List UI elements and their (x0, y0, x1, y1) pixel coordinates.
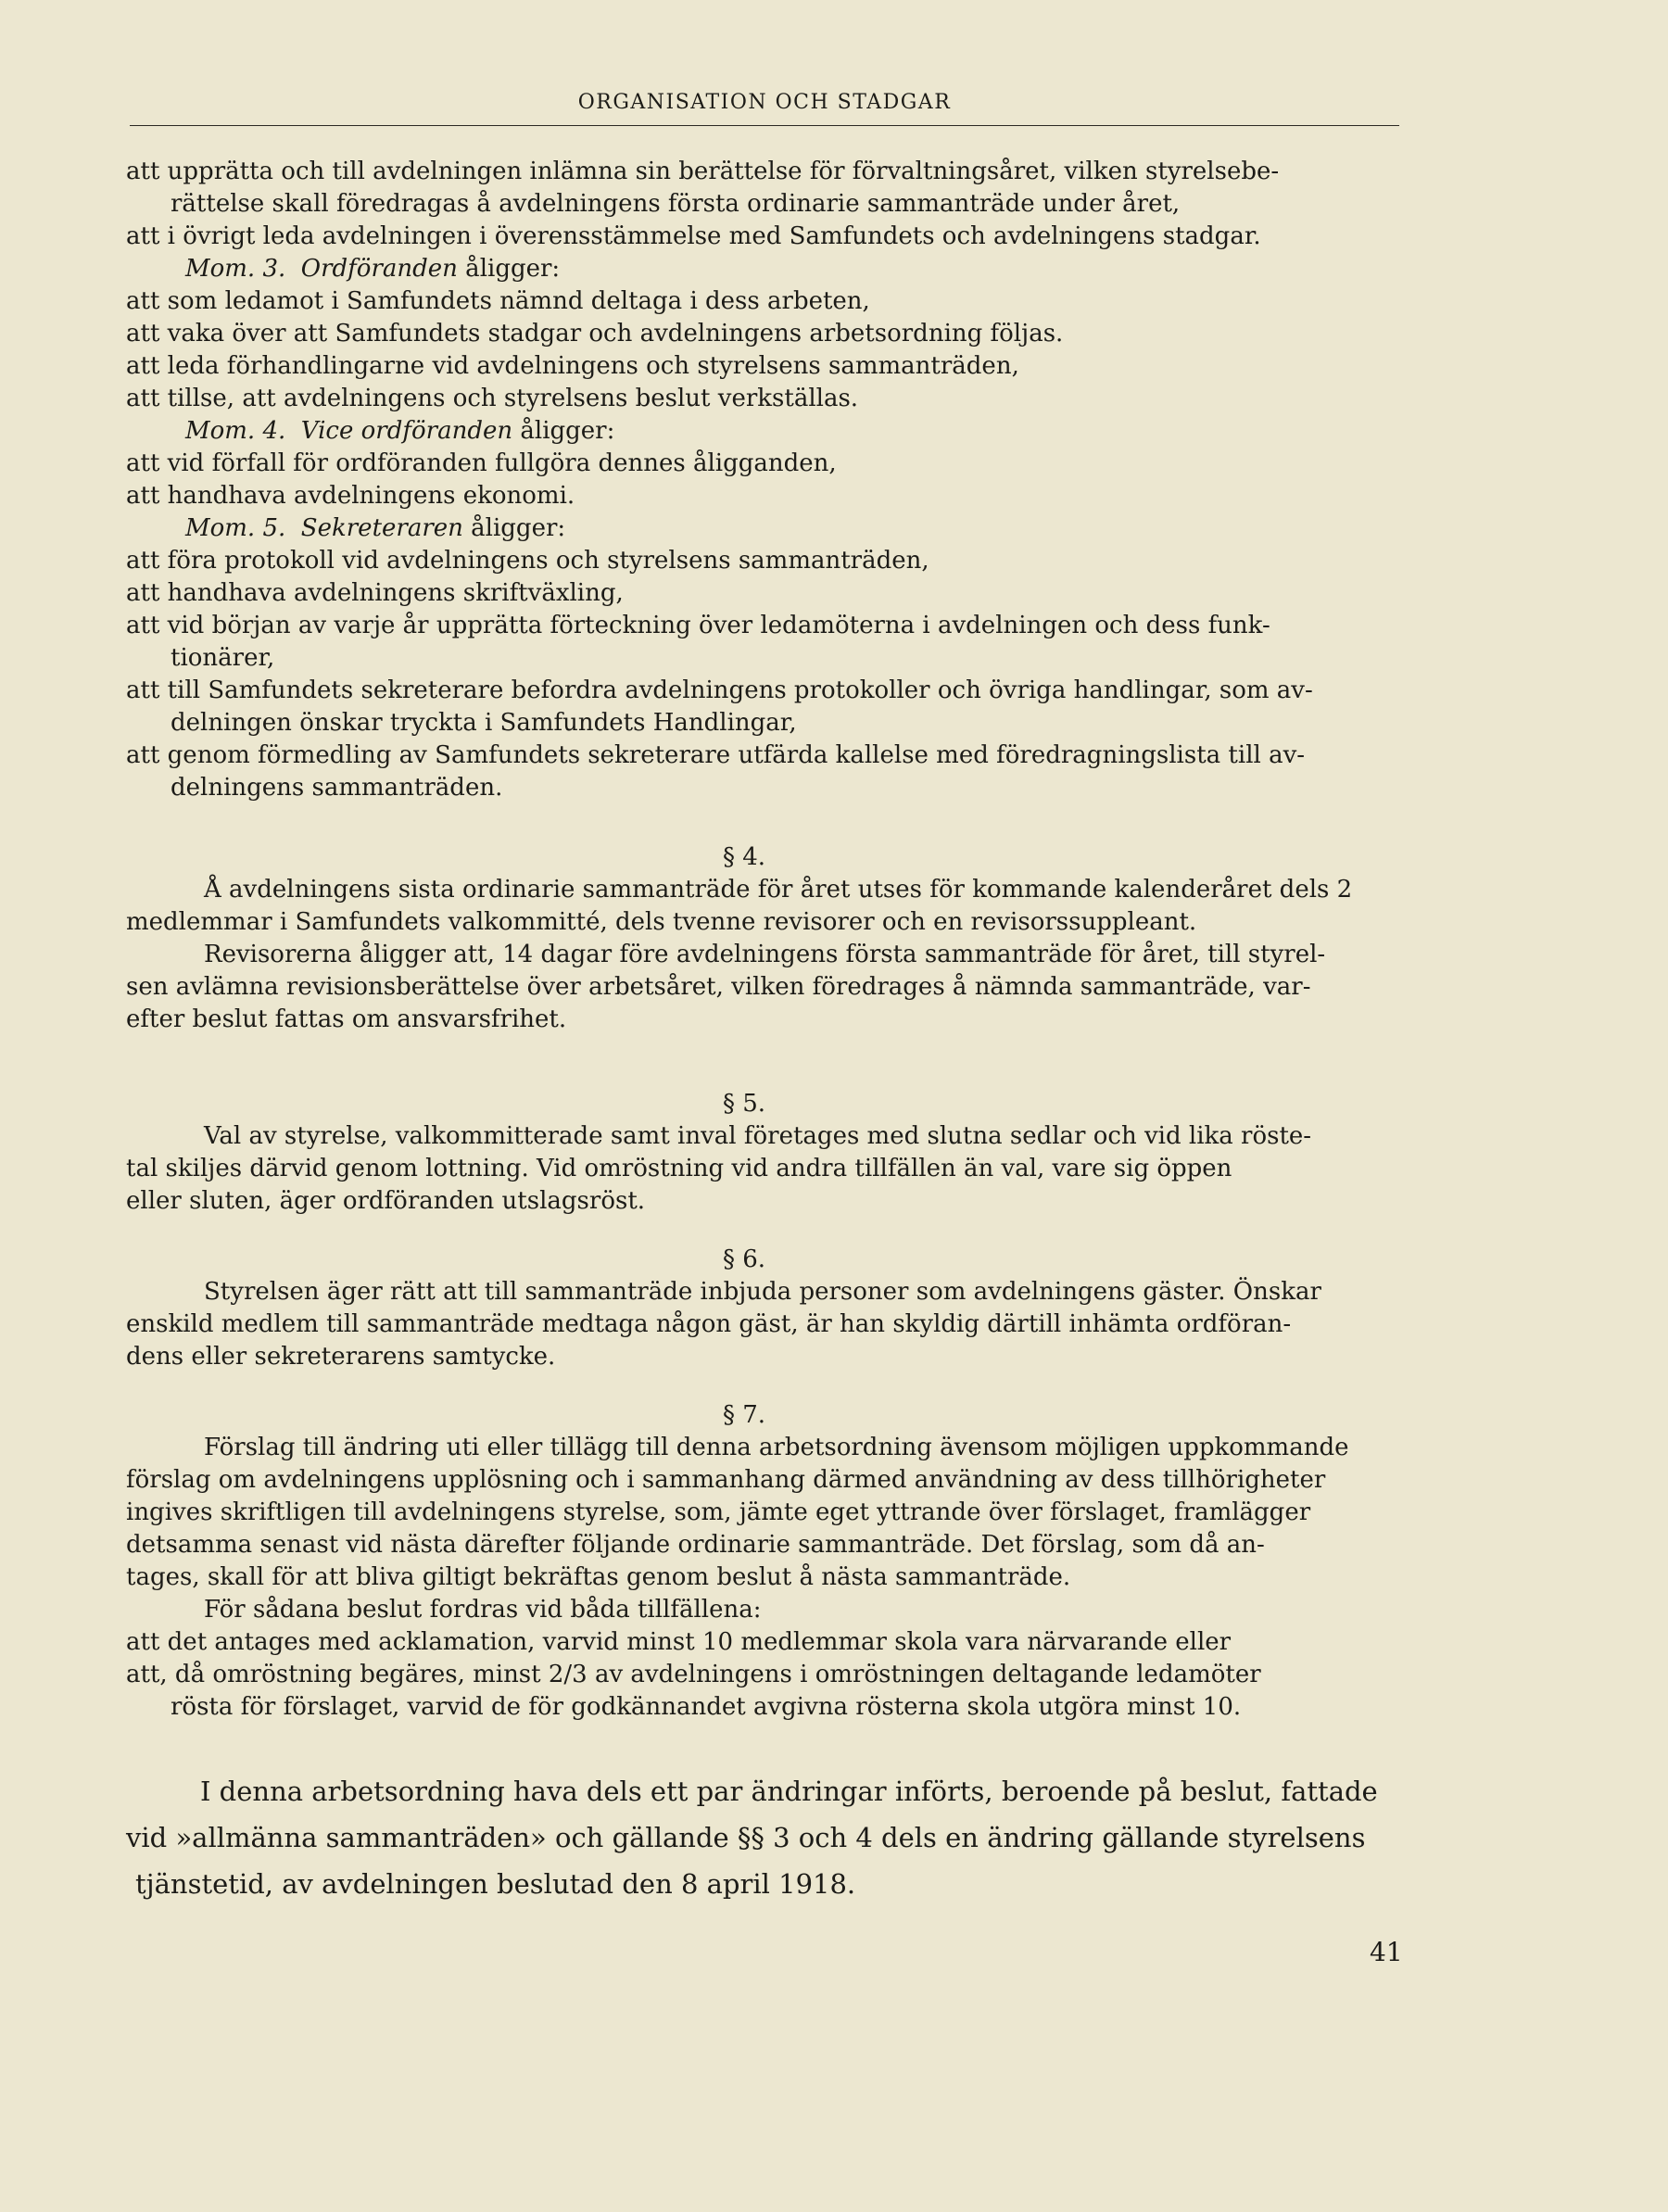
text-line: att som ledamot i Samfundets nämnd deltaga i dess arbeten, (126, 287, 870, 315)
mom-label: Mom. 5. (185, 514, 286, 542)
text-line: detsamma senast vid nästa därefter följande ordinarie sammanträde. Det förslag, som då an- (126, 1531, 1265, 1559)
section-4-heading: § 4. (723, 843, 766, 871)
text-line: delningens sammanträden. (171, 774, 503, 802)
mom-4-heading (126, 415, 1405, 448)
text-line: Å avdelningens sista ordinarie sammanträde för året utses för kommande kalenderåret dels 2 (204, 876, 1353, 904)
text-line: medlemmar i Samfundets valkommitté, dels tvenne revisorer och en revisorssuppleant. (126, 908, 1197, 936)
mom-5-heading (126, 512, 1405, 545)
text-line: tionärer, (171, 644, 275, 672)
text-line: tjänstetid, av avdelningen beslutad den 8 april 1918. (135, 1868, 856, 1900)
mom-title: Sekreteraren (300, 514, 463, 542)
text-line: att vaka över att Samfundets stadgar och avdelningens arbetsordning följas. (126, 320, 1064, 348)
text-line: att föra protokoll vid avdelningens och styrelsens sammanträden, (126, 547, 929, 575)
body-text (126, 156, 1405, 1724)
mom-rest: åligger: (512, 417, 615, 445)
mom-label: Mom. 3. (185, 255, 286, 283)
text-line: tal skiljes därvid genom lottning. Vid omröstning vid andra tillfällen än val, vare sig öppen (126, 1155, 1232, 1182)
text-line: I denna arbetsordning hava dels ett par ändringar införts, beroende på beslut, fattade (200, 1776, 1378, 1807)
text-line: Styrelsen äger rätt att till sammanträde inbjuda personer som avdelningens gäster. Önskar (204, 1278, 1321, 1306)
header-rule (130, 125, 1399, 126)
mom-title: Ordföranden (300, 255, 458, 283)
text-line: eller sluten, äger ordföranden utslagsröst. (126, 1187, 646, 1215)
text-line: att, då omröstning begäres, minst 2/3 av avdelningens i omröstningen deltagande ledamöter (126, 1661, 1261, 1688)
mom-rest: åligger: (462, 514, 566, 542)
text-line: rösta för förslaget, varvid de för godkännandet avgivna rösterna skola utgöra minst 10. (171, 1693, 1242, 1721)
text-line: att det antages med acklamation, varvid minst 10 medlemmar skola vara närvarande eller (126, 1628, 1232, 1656)
text-line: att vid början av varje år upprätta förteckning över ledamöterna i avdelningen och dess funk- (126, 612, 1270, 639)
section-5-heading: § 5. (723, 1090, 766, 1118)
text-line: ingives skriftligen till avdelningens styrelse, som, jämte eget yttrande över förslaget, framlägger (126, 1498, 1311, 1526)
running-head: ORGANISATION OCH STADGAR (577, 91, 952, 114)
mom-3-heading (126, 253, 1405, 285)
text-line: att leda förhandlingarne vid avdelningens och styrelsens sammanträden, (126, 352, 1019, 380)
text-line: vid »allmänna sammanträden» och gällande §§ 3 och 4 dels en ändring gällande styrelsens (126, 1822, 1366, 1853)
section-7-heading: § 7. (723, 1401, 766, 1429)
text-line: förslag om avdelningens upplösning och i sammanhang därmed användning av dess tillhörigheter (126, 1466, 1326, 1494)
page-number: 41 (1370, 1937, 1403, 1967)
text-line: Val av styrelse, valkommitterade samt inval företages med slutna sedlar och vid lika röste- (204, 1122, 1312, 1150)
section-6-heading: § 6. (723, 1245, 766, 1273)
text-line: tages, skall för att bliva giltigt bekräftas genom beslut å nästa sammanträde. (126, 1563, 1071, 1591)
text-line: att genom förmedling av Samfundets sekreterare utfärda kallelse med föredragningslista till av- (126, 741, 1306, 769)
text-line: att handhava avdelningens skriftväxling, (126, 579, 624, 607)
mom-rest: åligger: (457, 255, 561, 283)
text-line: att till Samfundets sekreterare befordra avdelningens protokoller och övriga handlingar, som av- (126, 676, 1313, 704)
text-line: delningen önskar tryckta i Samfundets Handlingar, (171, 709, 797, 737)
final-note (126, 1768, 1414, 1907)
text-line: efter beslut fattas om ansvarsfrihet. (126, 1005, 567, 1033)
text-line: dens eller sekreterarens samtycke. (126, 1343, 556, 1371)
text-line: enskild medlem till sammanträde medtaga någon gäst, är han skyldig därtill inhämta ordföran- (126, 1310, 1292, 1338)
text-line: För sådana beslut fordras vid båda tillfällena: (204, 1596, 762, 1624)
text-line: Revisorerna åligger att, 14 dagar före avdelningens första sammanträde för året, till styrel- (204, 941, 1326, 968)
mom-label: Mom. 4. (185, 417, 286, 445)
text-line: Förslag till ändring uti eller tillägg till denna arbetsordning ävensom möjligen uppkommande (204, 1434, 1349, 1461)
text-line: att tillse, att avdelningens och styrelsens beslut verkställas. (126, 385, 859, 412)
text-line: rättelse skall föredragas å avdelningens första ordinarie sammanträde under året, (171, 190, 1181, 218)
text-line: sen avlämna revisionsberättelse över arbetsåret, vilken föredrages å nämnda sammanträde, var- (126, 973, 1311, 1001)
text-line: att upprätta och till avdelningen inlämna sin berättelse för förvaltningsåret, vilken styrelsebe- (126, 158, 1280, 185)
text-line: att handhava avdelningens ekonomi. (126, 482, 575, 510)
text-line: att i övrigt leda avdelningen i överensstämmelse med Samfundets och avdelningens stadgar. (126, 222, 1261, 250)
mom-title: Vice ordföranden (300, 417, 513, 445)
text-line: att vid förfall för ordföranden fullgöra dennes åligganden, (126, 449, 837, 477)
